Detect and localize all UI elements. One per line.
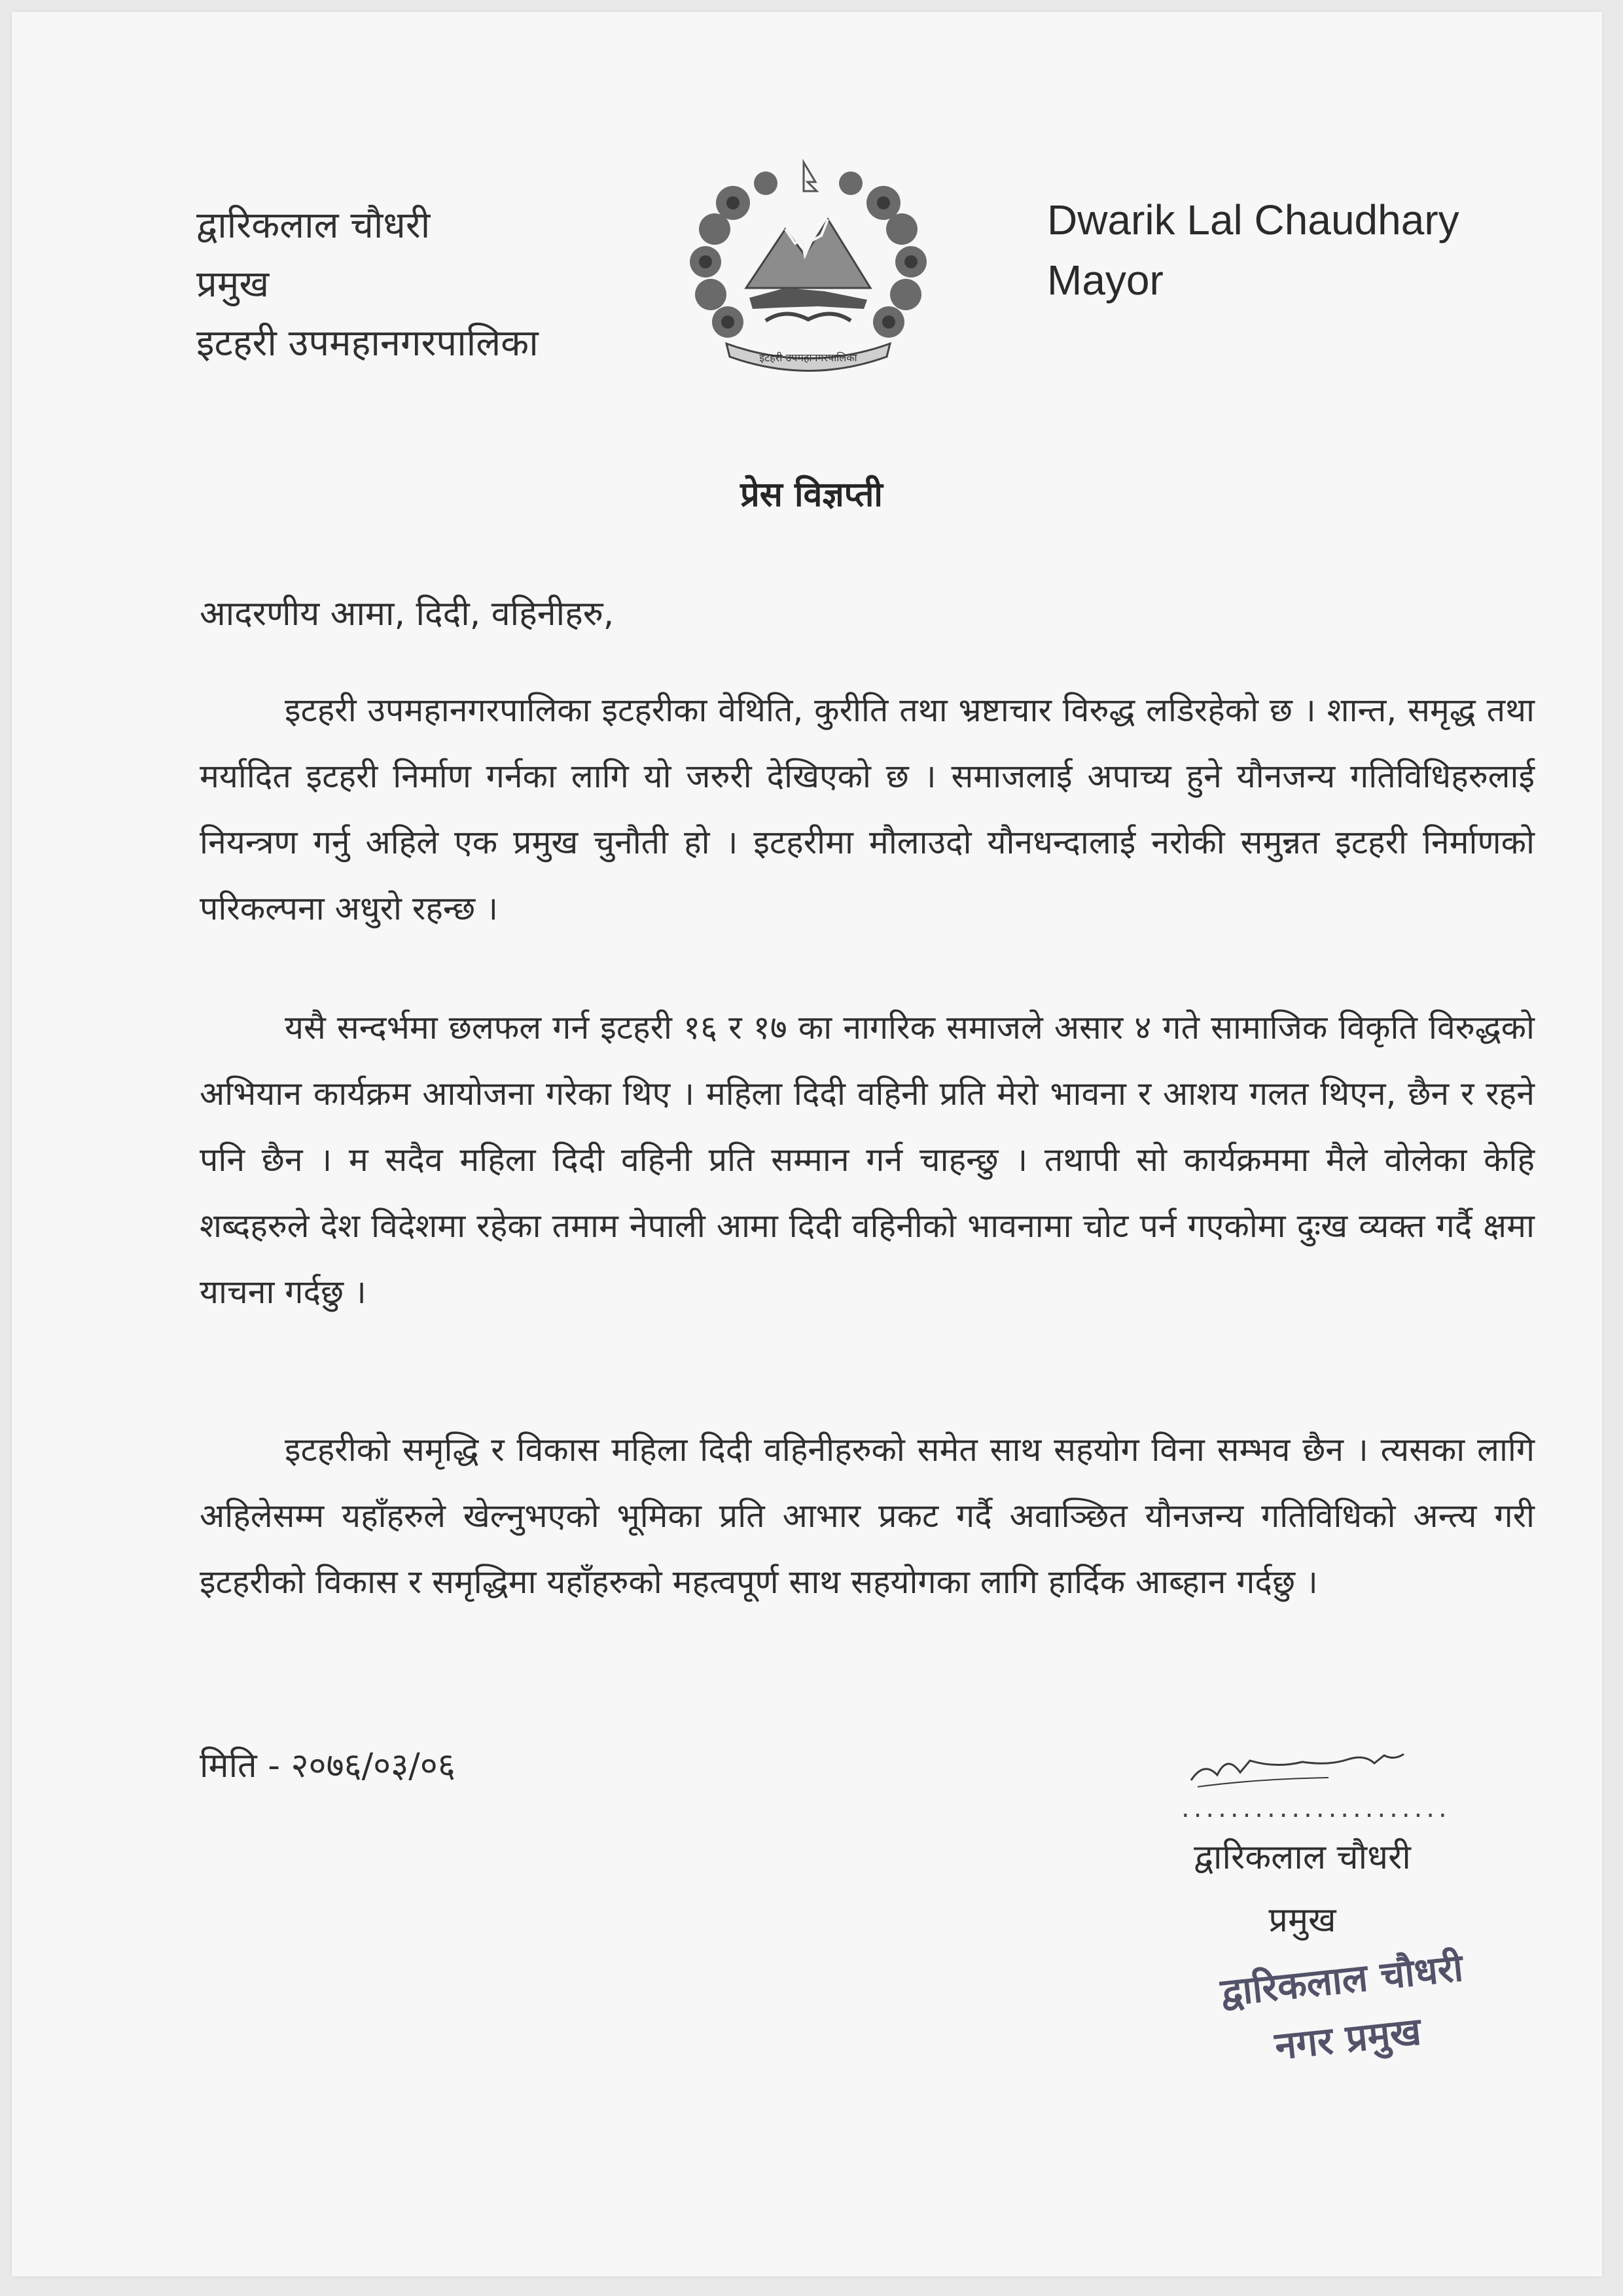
header-english-title: Mayor bbox=[1047, 257, 1164, 304]
paragraph-1: इटहरी उपमहानगरपालिका इटहरीका वेथिति, कुरीति तथा भ्रष्टाचार विरुद्ध लडिरहेको छ । शान्त, समृद्ध तथा मर्यादित इटहरी निर्माण गर्नका लागि यो जरुरी देखिएको छ । समाजलाई अपाच्य हुने यौनजन्य गतिविधिहरुलाई नियन्त्रण गर्नु अहिले एक प्रमुख चुनौती हो । इटहरीमा मौलाउदो यौनधन्दालाई नरोकी समुन्नत इटहरी निर्माणको परिकल्पना अधुरो रहन्छ । bbox=[200, 691, 1535, 927]
header-english-name: Dwarik Lal Chaudhary bbox=[1047, 196, 1459, 243]
signature-dotted-line: ...................... bbox=[1181, 1793, 1451, 1823]
header-nepali-title: प्रमुख bbox=[196, 263, 270, 306]
header-nepali-office: इटहरी उपमहानगरपालिका bbox=[196, 322, 539, 365]
nepal-government-emblem-icon bbox=[687, 157, 929, 380]
stamp-title: नगर प्रमुख bbox=[1272, 2009, 1423, 2069]
signatory-title: प्रमुख bbox=[1268, 1901, 1336, 1940]
header-nepali bbox=[196, 196, 539, 373]
document-title: प्रेस विज्ञप्ती bbox=[740, 475, 883, 514]
signatory-name: द्वारिकलाल चौधरी bbox=[1194, 1838, 1411, 1877]
handwritten-signature bbox=[1178, 1734, 1414, 1793]
salutation: आदरणीय आमा, दिदी, वहिनीहरु, bbox=[200, 594, 615, 634]
stamp-name: द्वारिकलाल चौधरी bbox=[1218, 1945, 1465, 2015]
emblem-caption: इटहरी उपमहानगरपालिका bbox=[759, 351, 857, 364]
header-nepali-name: द्वारिकलाल चौधरी bbox=[196, 204, 431, 247]
signatory bbox=[1113, 1826, 1492, 1952]
header-english bbox=[1047, 190, 1459, 310]
document-date: मिति - २०७६/०३/०६ bbox=[200, 1746, 455, 1785]
paragraph-2: यसै सन्दर्भमा छलफल गर्न इटहरी १६ र १७ का नागरिक समाजले असार ४ गते सामाजिक विकृति विरुद्धको अभियान कार्यक्रम आयोजना गरेका थिए । महिला दिदी वहिनी प्रति मेरो भावना र आशय गलत थिएन, छैन र रहने पनि छैन । म सदैव महिला दिदी वहिनी प्रति सम्मान गर्न चाहन्छु । तथापी सो कार्यक्रममा मैले वोलेका केहि शब्दहरुले देश विदेशमा रहेका तमाम नेपाली आमा दिदी वहिनीको भावनामा चोट पर्न गएकोमा दुःख व्यक्त गर्दै क्षमा याचना गर्दछु । bbox=[200, 1009, 1535, 1311]
paragraph-3: इटहरीको समृद्धि र विकास महिला दिदी वहिनीहरुको समेत साथ सहयोग विना सम्भव छैन । त्यसका लागि अहिलेसम्म यहाँहरुले खेल्नुभएको भूमिका प्रति आभार प्रकट गर्दै अवाञ्छित यौनजन्य गतिविधिको अन्त्य गरी इटहरीको विकास र समृद्धिमा यहाँहरुको महत्वपूर्ण साथ सहयोगका लागि हार्दिक आब्हान गर्दछु । bbox=[200, 1431, 1535, 1601]
